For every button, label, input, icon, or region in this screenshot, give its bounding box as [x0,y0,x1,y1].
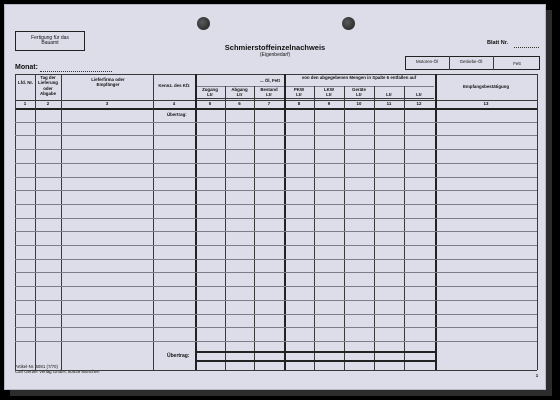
unit-label: Ltr [386,92,392,97]
table-row[interactable] [15,177,537,178]
table-row[interactable] [15,300,537,301]
carry-over-bottom: Übertrag: [167,353,190,359]
table-row[interactable] [15,245,537,246]
carry-over-top: Übertrag: [167,112,187,117]
col-number: 5 [208,101,212,106]
header-lfd-nr: Lfd. Nr. [17,80,34,85]
table-row[interactable] [15,149,537,150]
column-line [61,74,62,370]
page-number: 1 [535,373,539,378]
header-receipt: Empfangsbestätigung [462,84,510,89]
column-line [537,74,538,370]
unit-label: Ltr [296,92,302,97]
sub-header-geraete: Geräte [352,87,366,92]
sub-header-abgang: Abgang [231,87,248,92]
unit-label: Ltr [266,92,272,97]
table-row[interactable] [15,341,537,342]
grease-box[interactable]: Fett [513,61,521,66]
header-vehicle: Kennz. des Kfz [158,83,190,88]
col-number: 7 [267,101,271,106]
header-date: Tag der Lieferung oder Abgabe [37,75,58,97]
carry-over-line [195,351,435,353]
column-line [35,74,36,370]
column-line [435,74,437,370]
col-number: 8 [297,101,301,106]
column-line [195,74,197,370]
unit-label: Ltr [416,92,422,97]
column-line [284,74,286,370]
col-number: 11 [386,101,392,106]
col-number: 12 [416,101,422,106]
publisher-line: Carl Gerber Verlag GmbH, 80939 München [15,369,100,374]
table-row[interactable] [15,163,537,164]
sub-header-bestand: Bestand [260,87,278,92]
table-row[interactable] [15,135,537,136]
header-consumption: von den abgegebenen Mengen in Spalte 6 entfallen auf [301,75,417,80]
col-number: 6 [238,101,241,106]
motor-oil-box[interactable]: Motoren-Öl [416,59,438,64]
col-number: 4 [172,101,176,106]
table-row[interactable] [15,231,537,232]
table-row[interactable] [15,204,537,205]
table-bottom-line [15,370,537,371]
form-subtitle: (Eigenbedarf) [259,52,291,58]
col-number: 13 [483,101,489,106]
table-row[interactable] [15,122,537,123]
sub-header-zugang: Zugang [202,87,218,92]
gear-oil-box[interactable]: Getriebe-Öl [459,59,483,64]
col-number: 2 [46,101,50,106]
column-line [153,74,154,370]
col-number: 9 [327,101,331,106]
col-number: 1 [23,101,27,106]
column-line [15,74,16,370]
form-title: Schmierstoffeinzelnachweis [224,43,326,52]
table-row[interactable] [15,190,537,191]
unit-label: Ltr [236,92,243,97]
header-oil-fett: ... Öl, Fett [259,78,280,83]
table-row[interactable] [15,286,537,287]
table-row[interactable] [15,259,537,260]
unit-label: Ltr [207,92,213,97]
article-number: Artikel-Nr. 5081 (7/70) [15,364,58,369]
unit-label: Ltr [356,92,362,97]
sub-header-pkw: PKW [293,87,305,92]
carry-over-line [195,360,435,362]
col-number: 3 [105,101,109,106]
month-label: Monat: [15,64,38,71]
table-row[interactable] [15,272,537,273]
table-row[interactable] [15,314,537,315]
sheet-number-label: Blatt Nr. [487,40,509,46]
unit-label: Ltr [326,92,332,97]
sub-header-lkw: LKW [324,87,334,92]
header-supplier: Lieferfirma oder Empfänger [91,77,125,88]
form-sheet [4,4,546,390]
table-row[interactable] [15,218,537,219]
table-body [5,5,547,391]
department-text: Fertigung für das Bauamt [31,35,69,47]
col-number: 10 [356,101,362,106]
table-row[interactable] [15,327,537,328]
